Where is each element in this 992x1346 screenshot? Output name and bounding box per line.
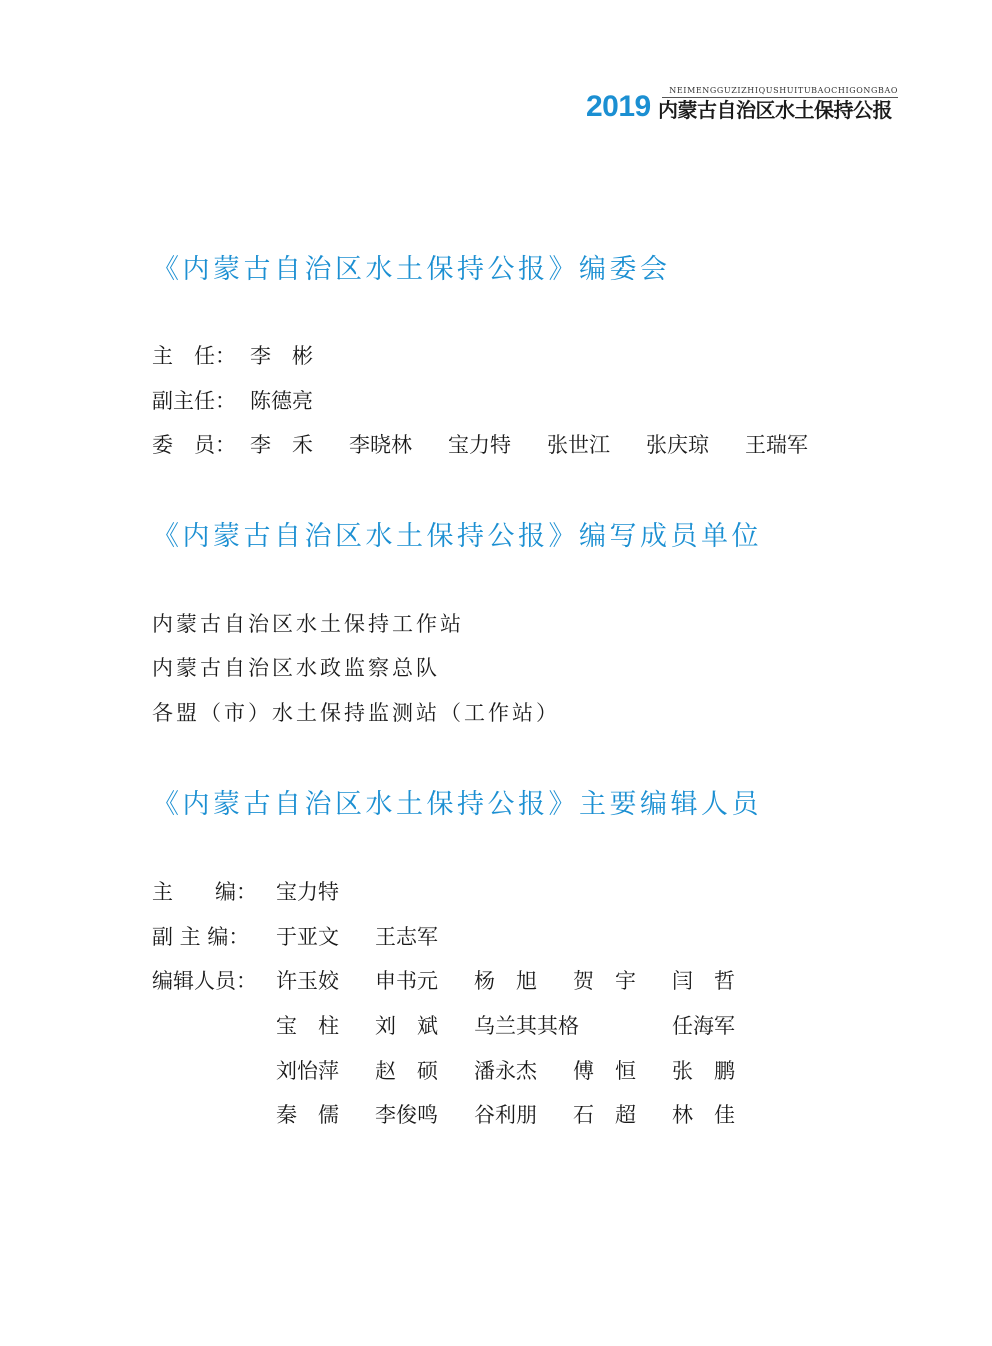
editor-name: 李俊鸣 — [375, 1103, 438, 1127]
unit-item: 各盟（市）水土保持监测站（工作站） — [152, 701, 560, 725]
editor-name: 傅 恒 — [573, 1059, 636, 1083]
editor-name: 乌兰其其格 — [474, 1014, 579, 1038]
vice-editor-name: 于亚文 — [276, 925, 339, 949]
chief-editor-label: 主 编： — [152, 880, 257, 904]
member-name: 王瑞军 — [745, 433, 808, 457]
chief-editor-name: 宝力特 — [276, 880, 339, 904]
member-name: 张世江 — [547, 433, 610, 457]
member-name: 李晓林 — [349, 433, 412, 457]
editor-name: 许玉姣 — [276, 969, 339, 993]
section-editors-title: 《内蒙古自治区水土保持公报》主要编辑人员 — [152, 789, 762, 820]
editors-label: 编辑人员： — [152, 969, 257, 993]
header-year: 2019 — [586, 90, 651, 123]
editor-name: 石 超 — [573, 1103, 636, 1127]
editor-name: 闫 哲 — [672, 969, 735, 993]
unit-item: 内蒙古自治区水土保持工作站 — [152, 612, 464, 636]
editor-name: 张 鹏 — [672, 1059, 735, 1083]
unit-item: 内蒙古自治区水政监察总队 — [152, 656, 440, 680]
editor-name: 刘 斌 — [375, 1014, 438, 1038]
editor-name: 杨 旭 — [474, 969, 537, 993]
members-label: 委 员： — [152, 433, 236, 457]
editor-name: 贺 宇 — [573, 969, 636, 993]
editor-name: 宝 柱 — [276, 1014, 339, 1038]
member-name: 李 禾 — [250, 433, 313, 457]
vice-editor-label: 副 主 编： — [152, 925, 250, 949]
director-name: 李 彬 — [250, 344, 313, 368]
director-label: 主 任： — [152, 344, 236, 368]
deputy-name: 陈德亮 — [250, 389, 313, 413]
editor-name: 刘怡萍 — [276, 1059, 339, 1083]
member-name: 宝力特 — [448, 433, 511, 457]
vice-editor-name: 王志军 — [375, 925, 438, 949]
editor-name: 林 佳 — [672, 1103, 735, 1127]
section-member-units-title: 《内蒙古自治区水土保持公报》编写成员单位 — [152, 521, 762, 552]
editor-name: 任海军 — [672, 1014, 735, 1038]
section-editorial-board-title: 《内蒙古自治区水土保持公报》编委会 — [152, 254, 671, 285]
deputy-label: 副主任： — [152, 389, 236, 413]
header-title: 内蒙古自治区水土保持公报 — [658, 98, 892, 122]
page-header — [586, 86, 898, 126]
editor-name: 潘永杰 — [474, 1059, 537, 1083]
editor-name: 申书元 — [375, 969, 438, 993]
editor-name: 秦 儒 — [276, 1103, 339, 1127]
member-name: 张庆琼 — [646, 433, 709, 457]
editor-name: 赵 硕 — [375, 1059, 438, 1083]
editor-name: 谷利朋 — [474, 1103, 537, 1127]
header-pinyin: NEIMENGGUZIZHIQUSHUITUBAOCHIGONGBAO — [669, 86, 898, 95]
